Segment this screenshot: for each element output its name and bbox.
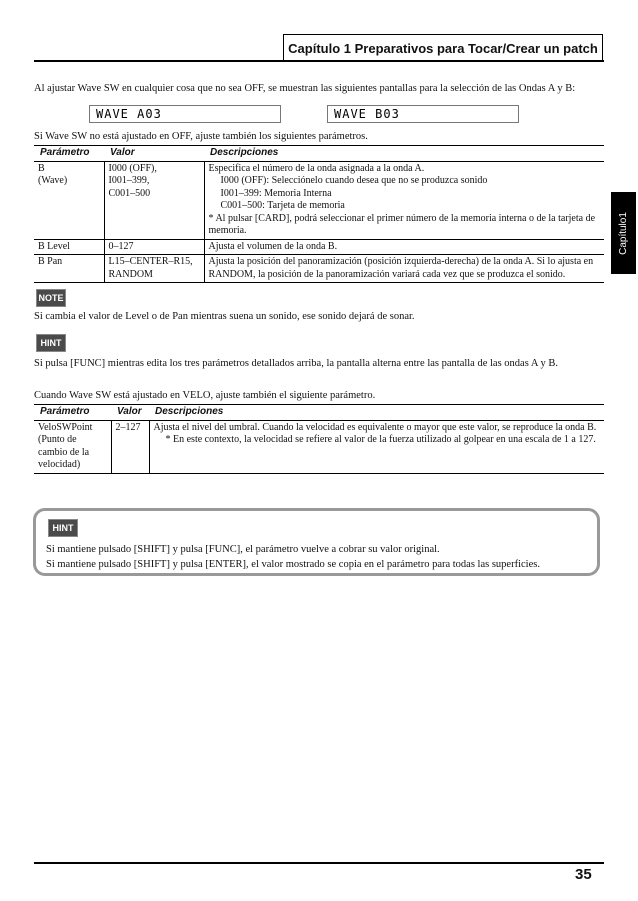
hint-box-line-2: Si mantiene pulsado [SHIFT] y pulsa [ENTER], el valor mostrado se copia en el parámetro para todas las superficies. xyxy=(46,559,540,570)
value-cell xyxy=(104,161,204,239)
value-line: 0–127 xyxy=(108,240,134,252)
param-line: velocidad) xyxy=(38,459,81,470)
description-cell xyxy=(204,161,604,239)
footer-rule xyxy=(34,862,604,864)
param-cell xyxy=(34,161,104,239)
description-cell xyxy=(149,420,604,473)
param-line: cambio de la xyxy=(38,446,90,458)
parameter-table-velo xyxy=(34,404,604,474)
column-header-param: Parámetro xyxy=(34,405,111,421)
description-line: * Al pulsar [CARD], podrá seleccionar el primer número de la memoria interna o de la tarjeta de memoria. xyxy=(208,212,596,236)
table-row xyxy=(34,420,604,473)
param-line: (Wave) xyxy=(38,175,68,186)
off-section-paragraph: Si Wave SW no está ajustado en OFF, ajuste también los siguientes parámetros. xyxy=(34,131,368,142)
value-line: L15–CENTER–R15, xyxy=(108,256,193,267)
lcd-display-wave-b: WAVE B03 xyxy=(327,105,519,123)
value-cell xyxy=(104,239,204,255)
note-icon xyxy=(36,289,66,307)
value-line: 2–127 xyxy=(115,421,141,433)
column-header-desc: Descripciones xyxy=(204,146,604,162)
param-cell xyxy=(34,239,104,255)
table-header-row xyxy=(34,146,604,162)
param-line: (Punto de xyxy=(38,434,77,445)
page-number: 35 xyxy=(575,866,592,883)
description-line: I001–399: Memoria Interna xyxy=(220,187,332,199)
param-line: B xyxy=(38,162,45,174)
description-line: * En este contexto, la velocidad se refiere al valor de la fuerza utilizado al golpear en una escala de 1 a 127. xyxy=(165,434,596,445)
table-header-row xyxy=(34,405,604,421)
column-header-param: Parámetro xyxy=(34,146,104,162)
table-row xyxy=(34,255,604,283)
column-header-desc: Descripciones xyxy=(149,405,604,421)
table-row xyxy=(34,239,604,255)
note-text: Si cambia el valor de Level o de Pan mientras suena un sonido, ese sonido dejará de sonar. xyxy=(34,311,415,322)
description-line: Ajusta la posición del panoramización (posición izquierda-derecha) de la onda A. Si lo ajusta en RANDOM, la posición de la panoramización variará cada vez que se produzca el sonido. xyxy=(208,256,594,280)
hint-box-badge-label: HINT xyxy=(52,523,74,533)
hint-badge-label: HINT xyxy=(40,338,62,348)
hint-box-line-1: Si mantiene pulsado [SHIFT] y pulsa [FUNC], el parámetro vuelve a cobrar su valor original. xyxy=(46,544,440,555)
value-line: I001–399, xyxy=(108,175,150,186)
description-cell xyxy=(204,255,604,283)
hint-callout-box xyxy=(33,508,600,576)
value-line: C001–500 xyxy=(108,187,151,199)
side-tab-label: Capítulo1 xyxy=(618,211,629,255)
description-line: I000 (OFF): Selecciónelo cuando desea que no se produzca sonido xyxy=(220,175,488,186)
velo-section-paragraph: Cuando Wave SW está ajustado en VELO, ajuste también el siguiente parámetro. xyxy=(34,390,376,401)
hint-icon xyxy=(36,334,66,352)
value-cell xyxy=(111,420,149,473)
param-cell xyxy=(34,420,111,473)
note-badge-label: NOTE xyxy=(38,293,64,303)
description-cell xyxy=(204,239,604,255)
description-line: Ajusta el nivel del umbral. Cuando la velocidad es equivalente o mayor que este valor, se reproduce la onda B. xyxy=(153,421,597,433)
hint-text: Si pulsa [FUNC] mientras edita los tres parámetros detallados arriba, la pantalla alterna entre las pantalla de las ondas A y B. xyxy=(34,358,558,369)
description-line: Especifica el número de la onda asignada a la onda A. xyxy=(208,162,425,174)
chapter-title: Capítulo 1 Preparativos para Tocar/Crear un patch xyxy=(288,40,598,56)
param-line: B Pan xyxy=(38,256,63,267)
param-line: B Level xyxy=(38,240,70,252)
value-cell xyxy=(104,255,204,283)
value-line: RANDOM xyxy=(108,268,153,280)
value-line: I000 (OFF), xyxy=(108,162,157,174)
column-header-value: Valor xyxy=(111,405,149,421)
description-line: C001–500: Tarjeta de memoria xyxy=(220,200,345,211)
parameter-table-off xyxy=(34,145,604,283)
header-rule xyxy=(34,60,604,62)
hint-icon xyxy=(48,519,78,537)
intro-paragraph: Al ajustar Wave SW en cualquier cosa que no sea OFF, se muestran las siguientes pantallas para la selección de las Ondas A y B: xyxy=(34,83,576,94)
lcd-display-wave-a: WAVE A03 xyxy=(89,105,281,123)
chapter-header xyxy=(283,34,603,61)
param-cell xyxy=(34,255,104,283)
param-line: VeloSWPoint xyxy=(38,421,93,433)
table-row xyxy=(34,161,604,239)
chapter-side-tab xyxy=(611,192,636,274)
description-line: Ajusta el volumen de la onda B. xyxy=(208,240,338,252)
column-header-value: Valor xyxy=(104,146,204,162)
